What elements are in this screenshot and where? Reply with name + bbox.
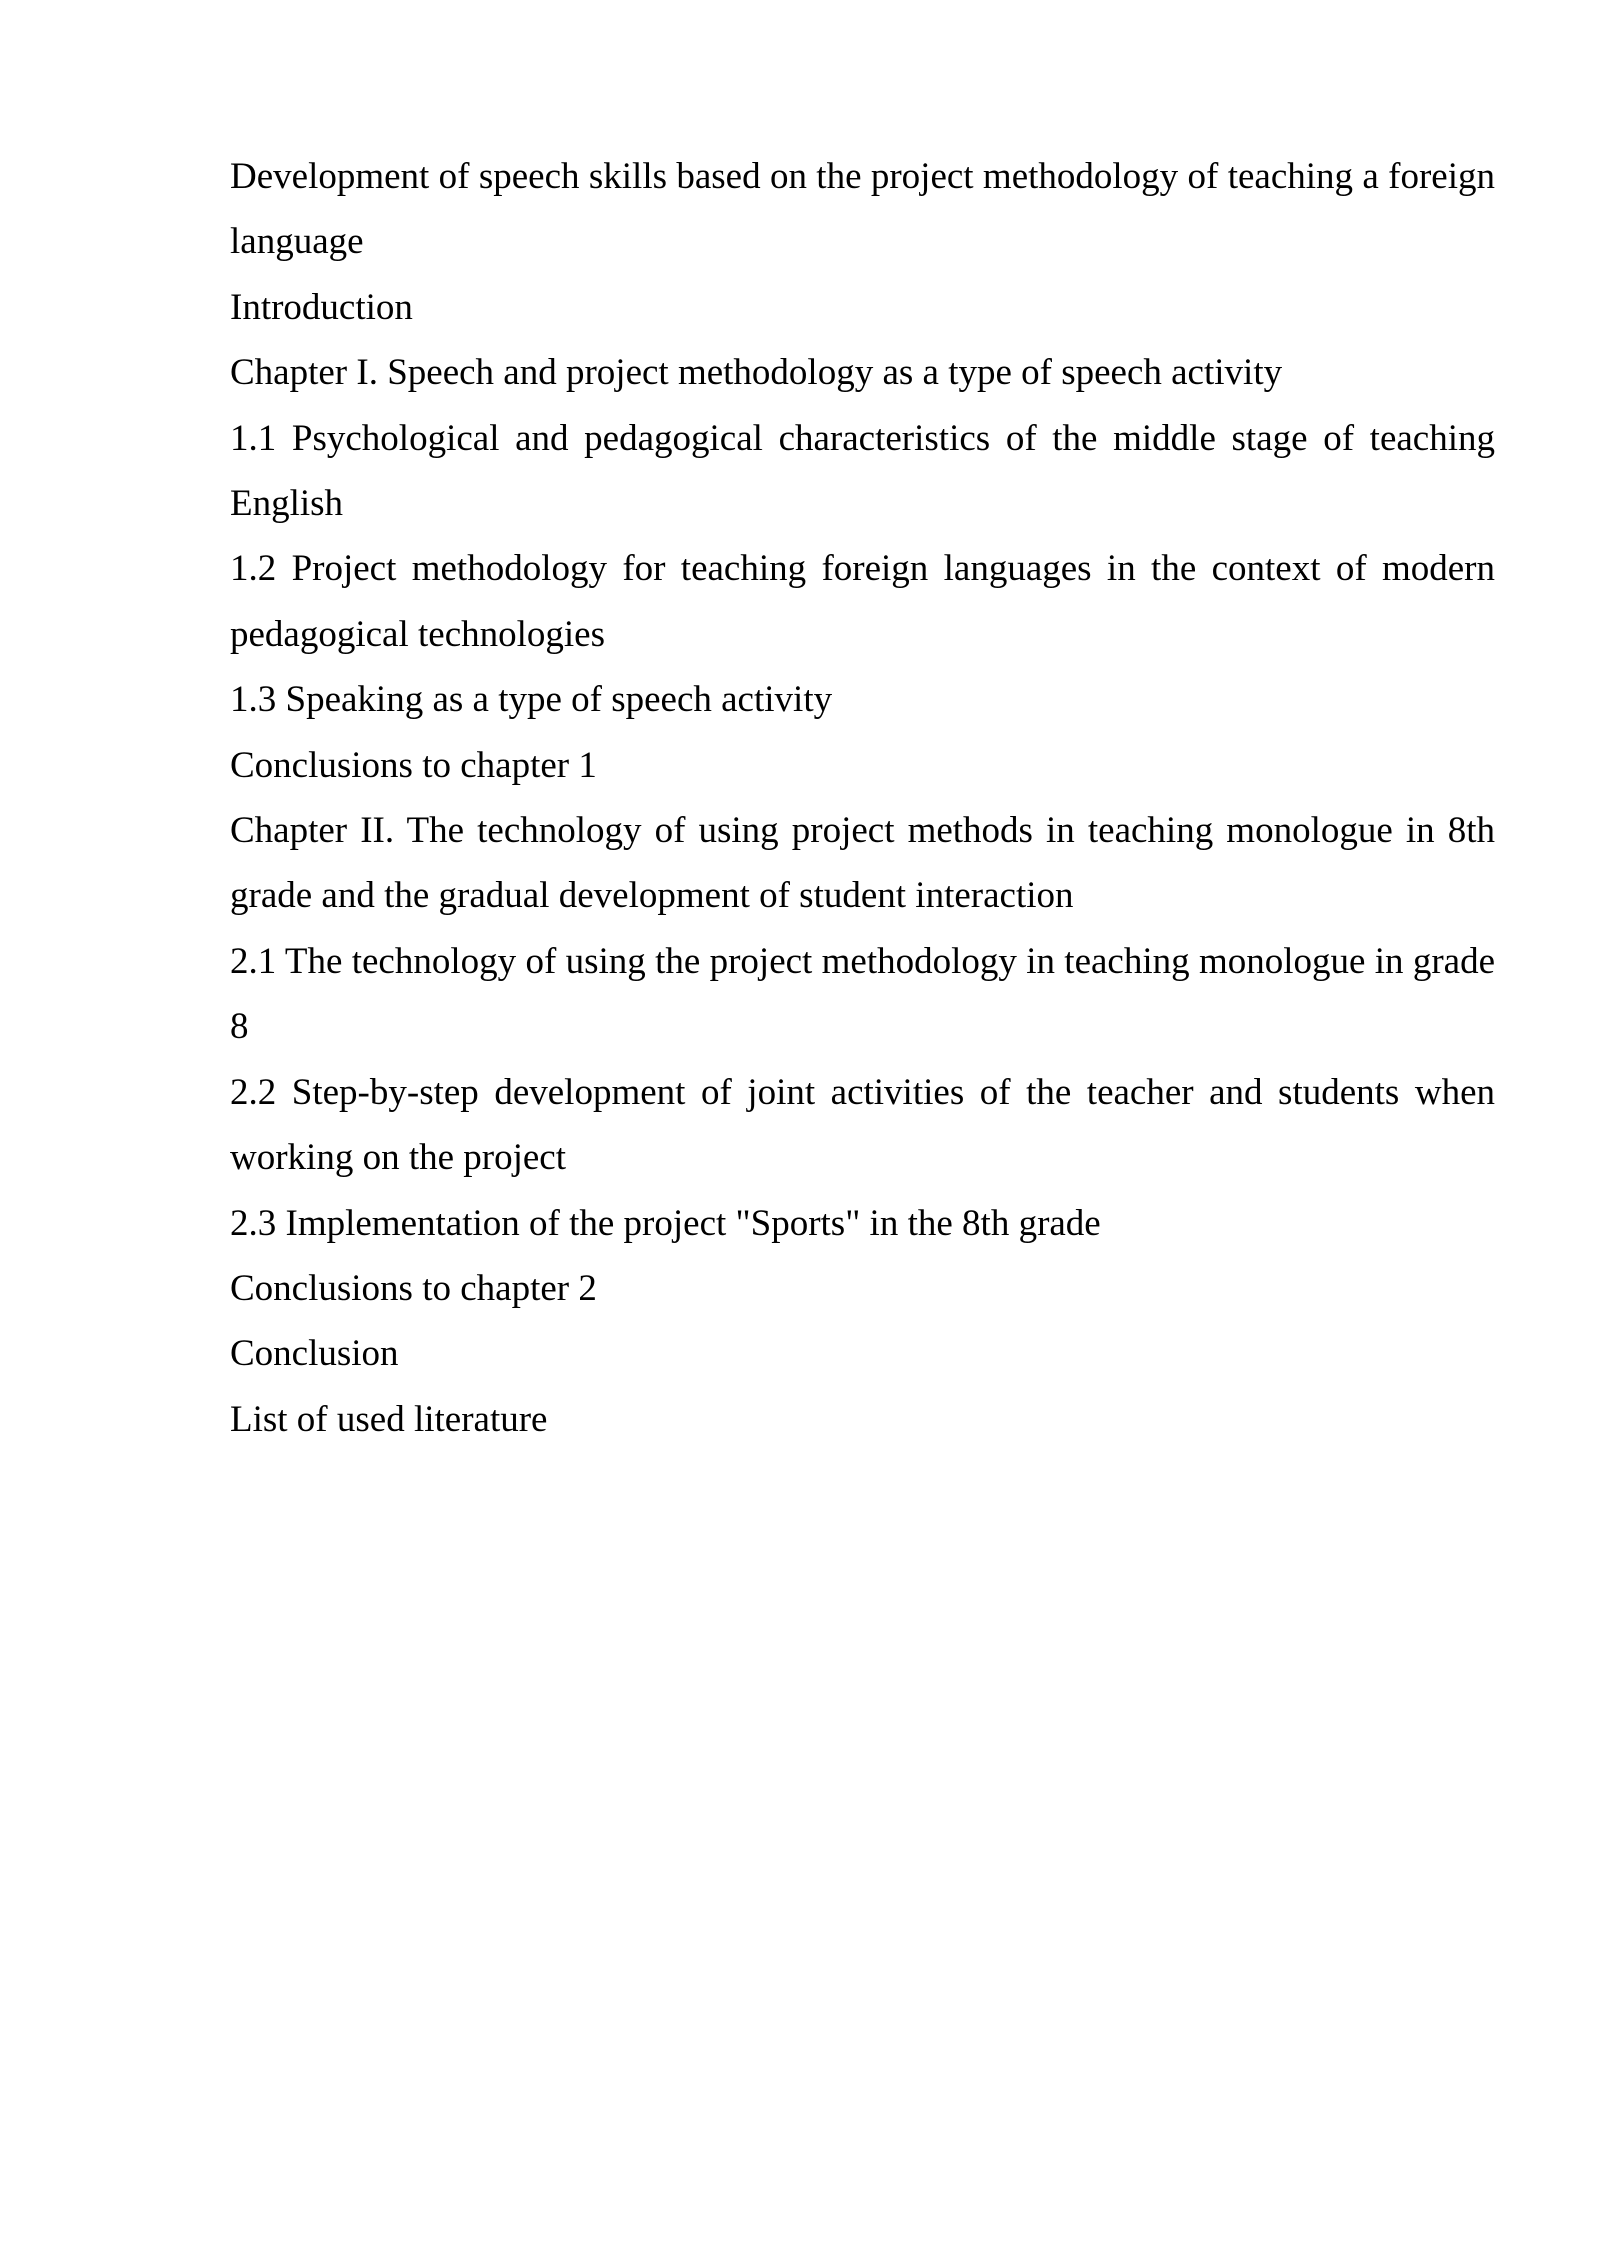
toc-item-conclusions-2: Conclusions to chapter 2 <box>230 1267 597 1309</box>
toc-item-1-1: 1.1 Psychological and pedagogical characteristics of the middle stage of teaching English <box>230 417 1495 525</box>
toc-item-chapter-1: Chapter I. Speech and project methodology as a type of speech activity <box>230 352 1283 394</box>
toc-item-introduction: Introduction <box>230 286 413 328</box>
toc-item-1-2: 1.2 Project methodology for teaching foreign languages in the context of modern pedagogical technologies <box>230 548 1495 655</box>
toc-item-1-3: 1.3 Speaking as a type of speech activity <box>230 679 833 721</box>
toc-item-2-1: 2.1 The technology of using the project methodology in teaching monologue in grade 8 <box>230 940 1495 1048</box>
toc-item-literature: List of used literature <box>230 1398 548 1440</box>
document-title: Development of speech skills based on the project methodology of teaching a foreign language <box>230 156 1495 263</box>
toc-item-chapter-2: Chapter II. The technology of using project methods in teaching monologue in 8th grade and the gradual development of student interaction <box>230 810 1495 917</box>
toc-item-conclusions-1: Conclusions to chapter 1 <box>230 744 597 786</box>
table-of-contents <box>230 144 1495 1452</box>
toc-item-2-3: 2.3 Implementation of the project "Sports" in the 8th grade <box>230 1202 1101 1244</box>
toc-item-2-2: 2.2 Step-by-step development of joint activities of the teacher and students when working on the project <box>230 1071 1495 1179</box>
toc-item-conclusion: Conclusion <box>230 1333 399 1375</box>
